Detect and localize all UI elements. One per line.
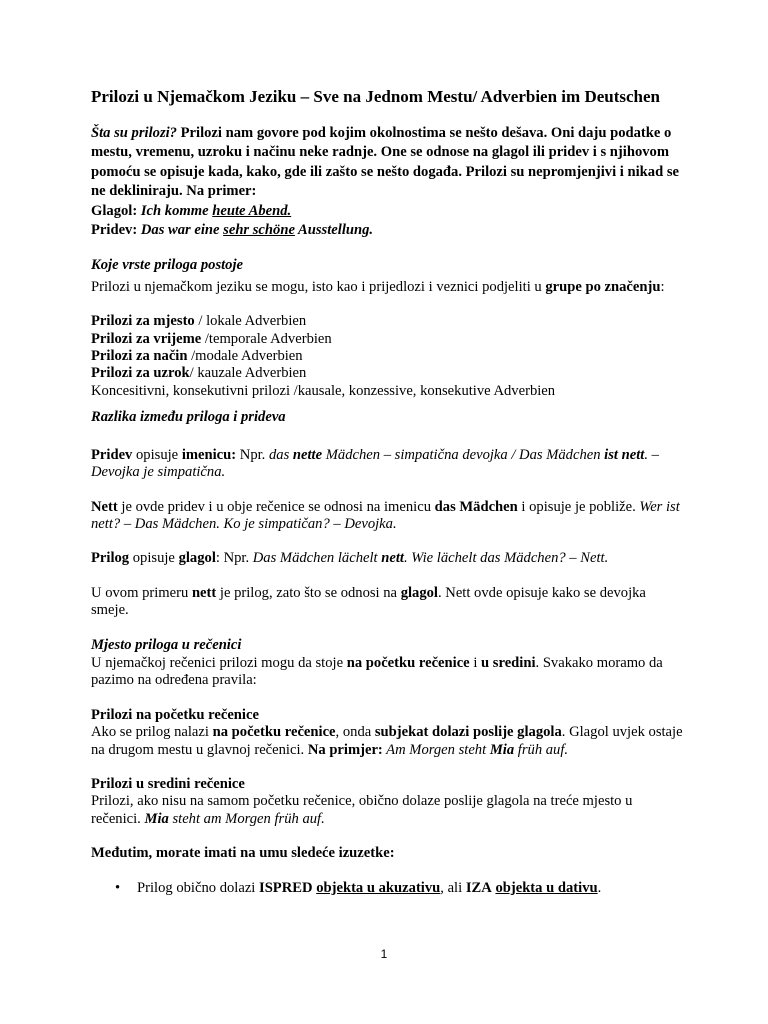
difference-adjective-paragraph: Pridev opisuje imenicu: Npr. das nette Mädchen – simpatična devojka / Das Mädchen ist nett. – Devojka je simpatična. <box>91 446 659 481</box>
middle-heading: Prilozi u sredini rečenice <box>91 775 245 792</box>
example-adjective-adverb: sehr schöne <box>223 222 295 239</box>
bullet-icon: • <box>115 879 121 896</box>
example-verb-label: Glagol: <box>91 202 141 219</box>
types-paragraph: Prilozi u njemačkom jeziku se mogu, isto kao i prijedlozi i veznici podjeliti u grupe po značenju: <box>91 278 665 295</box>
position-heading: Mjesto priloga u rečenici <box>91 636 242 653</box>
types-item-place: Prilozi za mjesto / lokale Adverbien <box>91 313 307 330</box>
types-bold-groups: grupe po značenju <box>545 278 661 295</box>
intro-paragraph <box>91 124 683 240</box>
start-heading: Prilozi na početku rečenice <box>91 706 259 723</box>
types-item-time: Prilozi za vrijeme /temporale Adverbien <box>91 330 332 347</box>
document-title: Prilozi u Njemačkom Jeziku – Sve na Jednom Mestu/ Adverbien im Deutschen <box>91 87 660 106</box>
document-page <box>91 86 683 897</box>
types-heading: Koje vrste priloga postoje <box>91 257 244 274</box>
exceptions-list <box>91 880 683 897</box>
example-adjective-text-a: Das war eine <box>140 222 224 239</box>
difference-example-paragraph: U ovom primeru nett je prilog, zato što se odnosi na glagol. Nett ovde opisuje kako se devojka smeje. <box>91 584 646 619</box>
difference-nett-paragraph: Nett je ovde pridev i u obje rečenice se odnosi na imenicu das Mädchen i opisuje je pobliže. Wer ist nett? – Das Mädchen. Ko je simpatičan? – Devojka. <box>91 498 680 532</box>
difference-adverb-paragraph: Prilog opisuje glagol: Npr. Das Mädchen lächelt nett. Wie lächelt das Mädchen? – Nett. <box>91 550 609 567</box>
difference-heading: Razlika između priloga i prideva <box>91 409 286 426</box>
types-item-manner: Prilozi za način /modale Adverbien <box>91 348 303 365</box>
list-item: • Prilog obično dolazi ISPRED objekta u akuzativu, ali IZA objekta u dativu. <box>115 879 602 896</box>
middle-paragraph: Prilozi, ako nisu na samom početku rečenice, obično dolaze poslije glagola na treće mjesto u rečenici. Mia steht am Morgen früh auf. <box>91 793 633 827</box>
example-adjective-label: Pridev: <box>91 222 141 239</box>
exceptions-heading: Međutim, morate imati na umu sledeće izuzetke: <box>91 845 395 862</box>
page-number: 1 <box>380 947 388 961</box>
types-item-cause: Prilozi za uzrok/ kauzale Adverbien <box>91 365 307 382</box>
start-paragraph: Ako se prilog nalazi na početku rečenice, onda subjekat dolazi poslije glagola. Glagol uvjek ostaje na drugom mestu u glavnoj rečenici. Na primjer: Am Morgen steht Mia früh auf. <box>91 724 683 758</box>
intro-question: Šta su prilozi? <box>91 125 177 141</box>
example-verb-text: Ich komme <box>140 202 213 219</box>
types-item-other: Koncesitivni, konsekutivni prilozi /kausale, konzessive, konsekutive Adverbien <box>91 382 556 399</box>
intro-text: Prilozi nam govore pod kojim okolnostima se nešto dešava. Oni daju podatke o mestu, vremenu, uzroku i načinu neke radnje. One se odnose na glagol ili pridev i s njihovom pomoću se opisuje kada, kako, gde ili zašto se nešto događa. Prilozi su nepromjenjivi i nikad se ne dekliniraju. Na primer: <box>91 125 679 200</box>
example-verb-adverb: heute Abend. <box>212 202 292 219</box>
example-adjective-text-c: Ausstellung. <box>294 222 374 239</box>
position-paragraph: U njemačkoj rečenici prilozi mogu da stoje na početku rečenice i u sredini. Svakako moramo da pazimo na određena pravila: <box>91 654 663 689</box>
